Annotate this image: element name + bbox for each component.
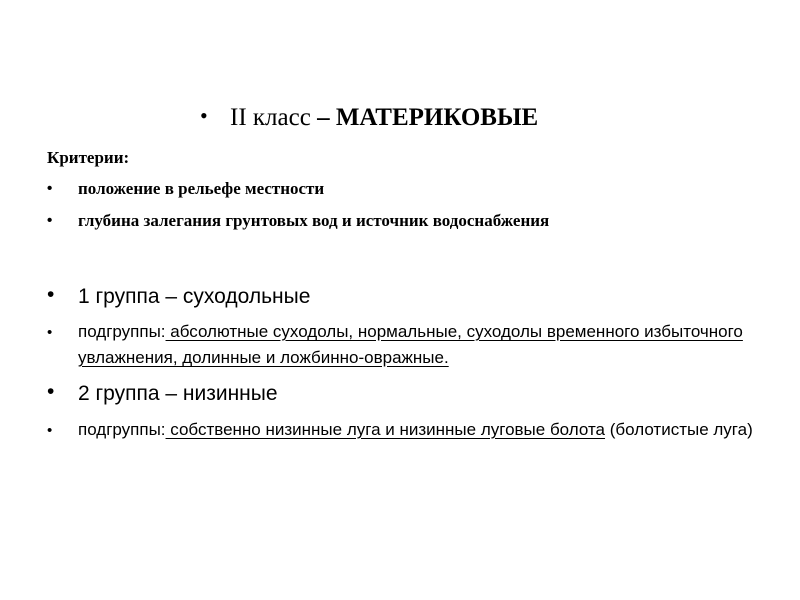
bullet: • — [47, 422, 53, 439]
group-heading-text: 2 группа – низинные — [78, 382, 278, 405]
subgroups-underlined: абсолютные суходолы, нормальные, суходолы временного избыточного увлажнения, долинные и ложбинно-овражные. — [78, 322, 743, 367]
title-dash: – — [310, 104, 336, 131]
subgroups-label: подгруппы: — [78, 322, 166, 341]
criteria-item-text: положение в рельефе местности — [78, 179, 325, 198]
slide-title — [200, 103, 660, 132]
subgroups-text — [78, 319, 758, 371]
subgroups-underlined: собственно низинные луга и низинные луговые болота — [165, 420, 606, 439]
bullet: • — [47, 324, 53, 341]
bullet: • — [47, 180, 53, 197]
title-prefix: II класс — [230, 104, 311, 131]
criteria-item-text: глубина залегания грунтовых вод и источник водоснабжения — [78, 211, 550, 230]
title-emphasis: МАТЕРИКОВЫЕ — [335, 104, 539, 131]
criteria-label: Критерии: — [47, 148, 130, 167]
subgroups-label: подгруппы: — [78, 420, 166, 439]
title-bullet: • — [200, 103, 208, 128]
subgroups-text — [78, 417, 758, 443]
bullet: • — [47, 380, 55, 403]
bullet: • — [47, 212, 53, 229]
bullet: • — [47, 283, 55, 306]
group-heading-text: 1 группа – суходольные — [78, 285, 311, 308]
subgroups-tail: (болотистые луга) — [605, 420, 753, 439]
